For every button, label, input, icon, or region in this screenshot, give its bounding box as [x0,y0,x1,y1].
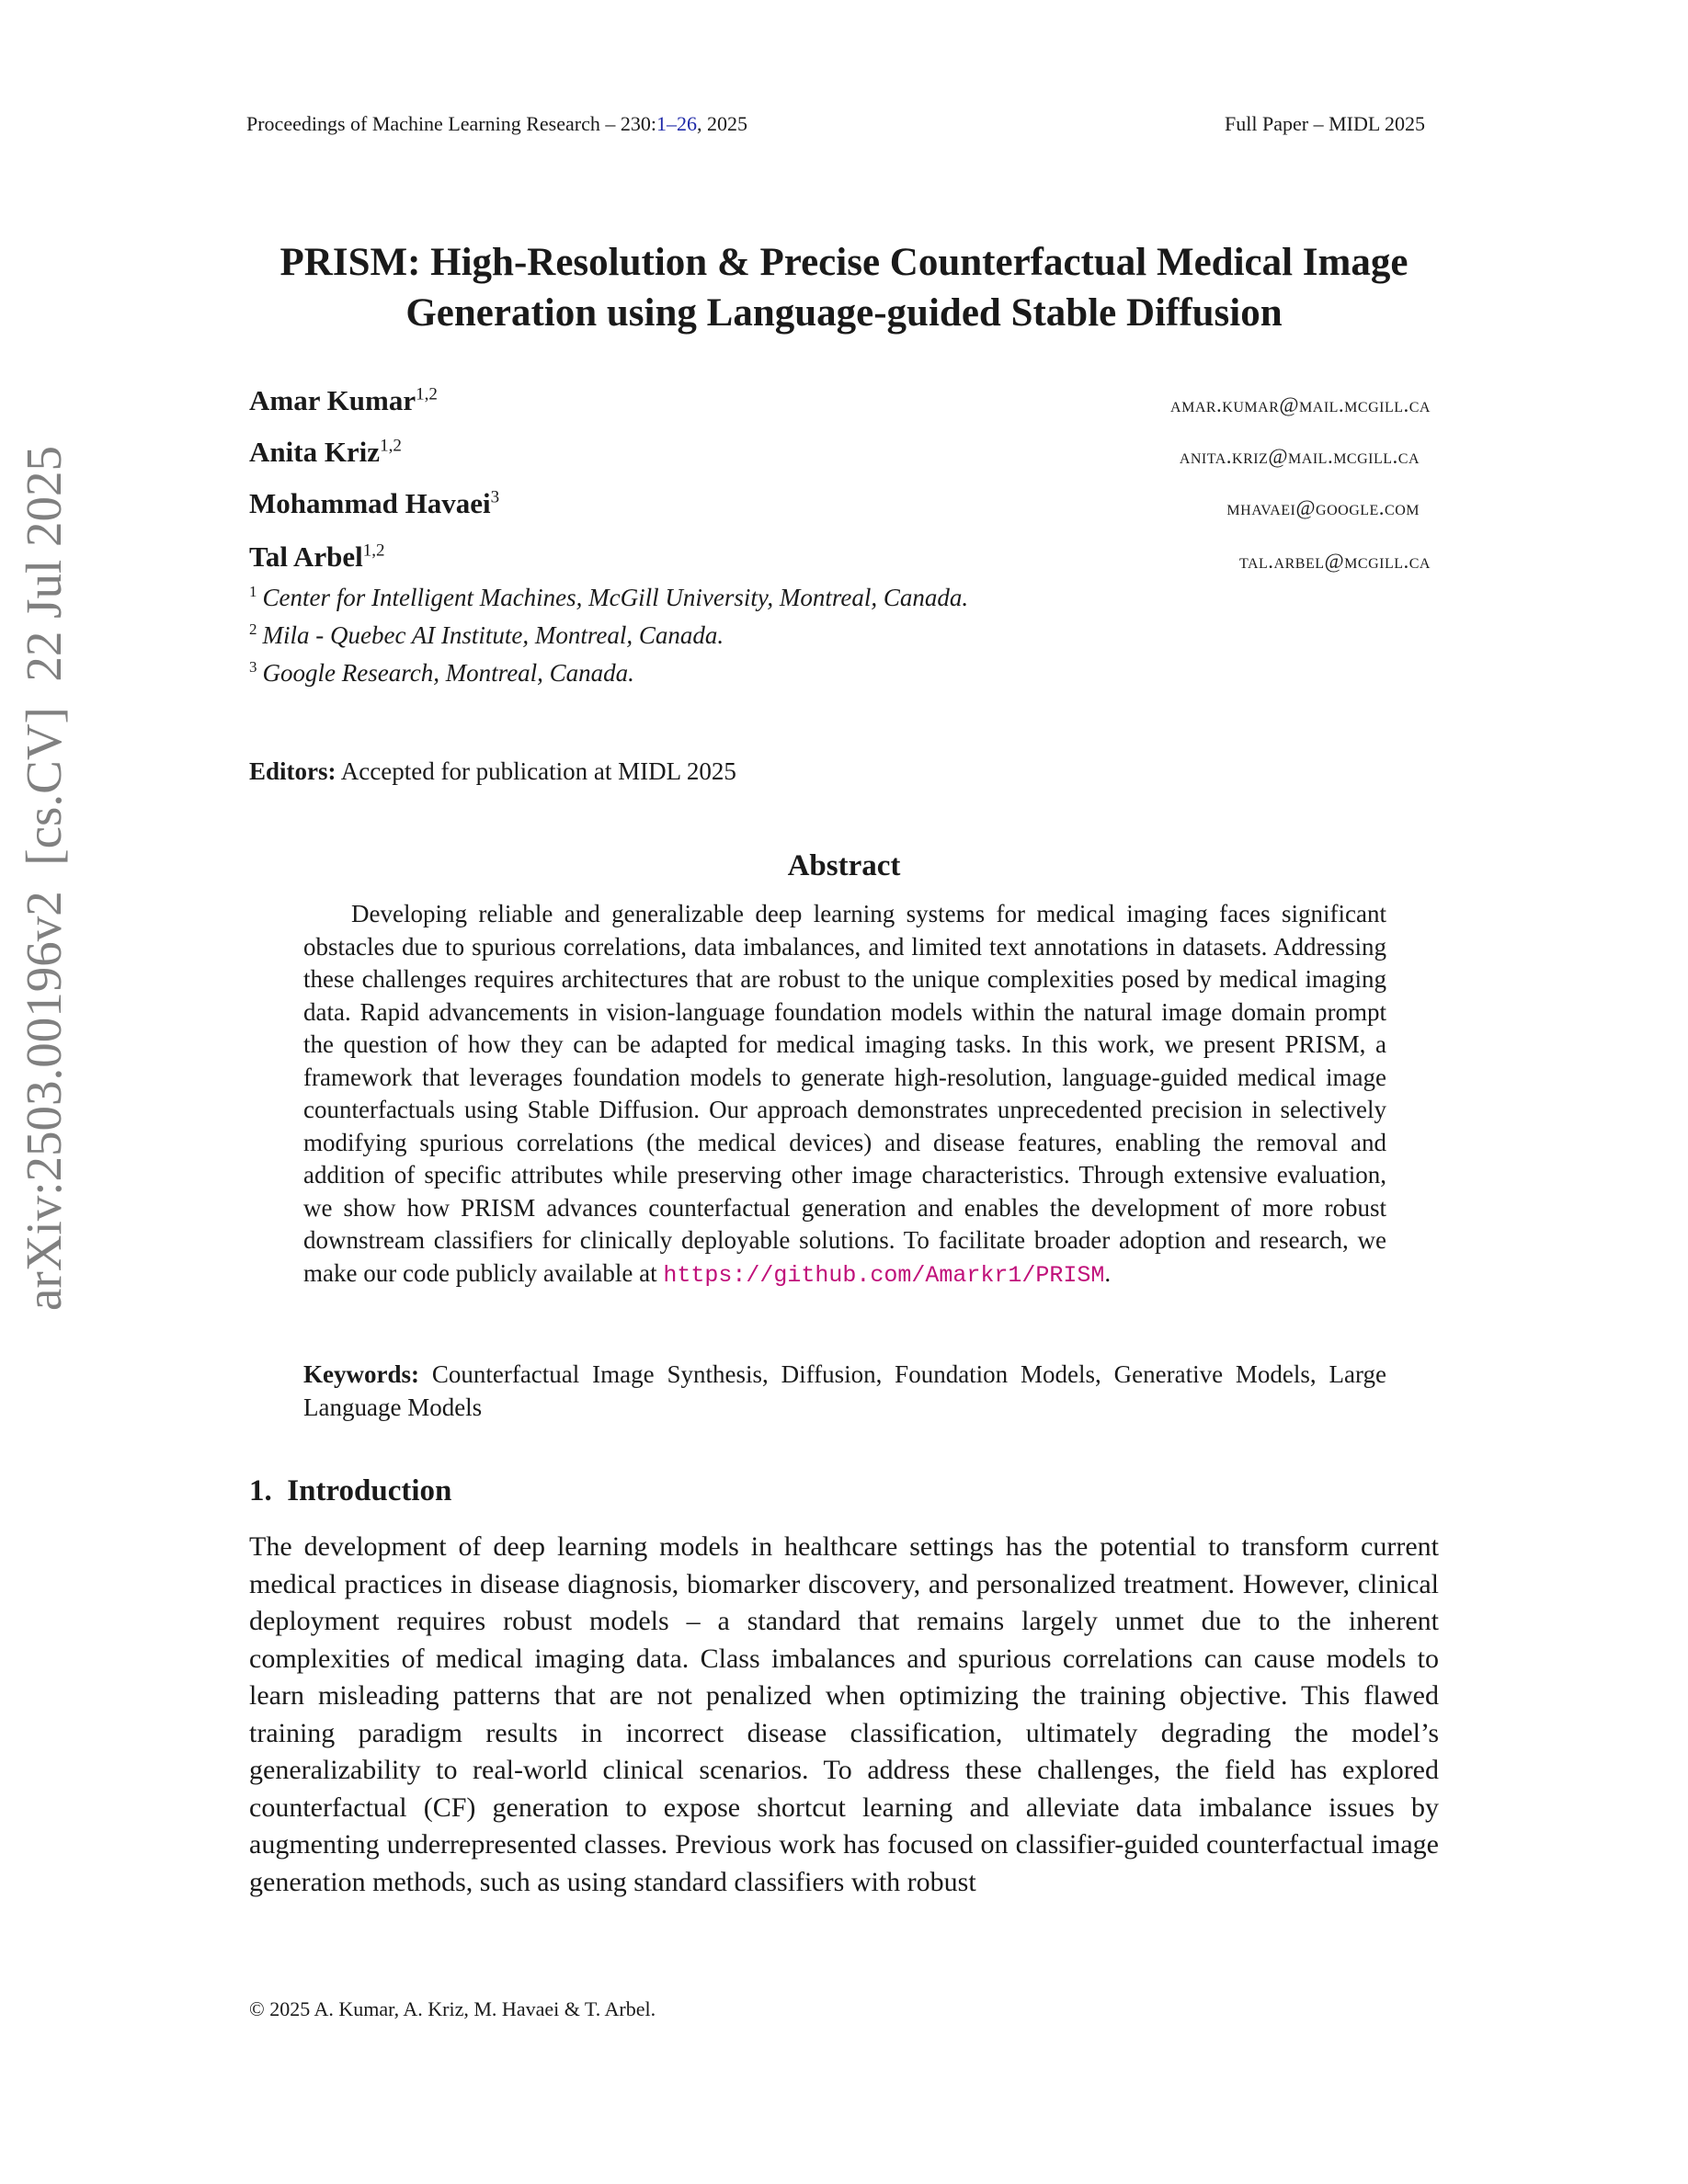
abstract-heading: Abstract [787,849,901,882]
arxiv-stamp: arXiv:2503.00196v2 [cs.CV] 22 Jul 2025 [16,445,72,1311]
keywords-label: Keywords: [303,1360,419,1388]
keywords [303,1359,1386,1424]
editors-label: Editors: [249,757,336,785]
abstract-text: Developing reliable and generalizable deep learning systems for medical imaging faces significant obstacles due to spurious correlations, data imbalances, and limited text annotations in datasets. Addressing these challenges requires architectures that are robust to the unique complexities posed by medical imaging data. Rapid advancements in vision-language foundation models within the natural image domain prompt the question of how they can be adapted for medical imaging tasks. In this work, we present PRISM, a framework that leverages foundation models to generate high-resolution, language-guided medical image counterfactuals using Stable Diffusion. Our approach demonstrates unprecedented precision in selectively modifying spurious correlations (the medical devices) and disease features, enabling the removal and addition of specific attributes while preserving other image characteristics. Through extensive evaluation, we show how PRISM advances counterfactual generation and enables the development of more robust downstream classifiers for clinically deployable solutions. To facilitate broader adoption and research, we make our code publicly available at [303,900,1386,1287]
header-proceedings: Proceedings of Machine Learning Research – 230: [246,112,656,135]
page-start-link[interactable]: 1 [656,112,667,135]
header-year: , 2025 [696,112,747,135]
introduction-body: The development of deep learning models in healthcare settings has the potential to transform current medical practices in disease diagnosis, biomarker discovery, and personalized treatment. However, clinical deployment requires robust models – a standard that remains largely unmet due to the inherent complexities of medical imaging data. Class imbalances and spurious correlations can cause models to learn misleading patterns that are not penalized when optimizing the training objective. This flawed training paradigm results in incorrect disease classification, ultimately degrading the model’s generalizability to real-world clinical scenarios. To address these challenges, the field has explored counterfactual (CF) generation to expose shortcut learning and alleviate data imbalance issues by augmenting underrepresented classes. Previous work has focused on classifier-guided counterfactual image generation methods, such as using standard classifiers with robust [249,1531,1439,1897]
paper-title: PRISM: High-Resolution & Precise Counterfactual Medical Image Generation using Language-guided Stable Diffusion [279,241,1409,335]
author-email[interactable]: tal.arbel@mcgill.ca [1238,550,1431,573]
author-email[interactable]: mhavaei@google.com [1226,496,1420,519]
abstract-body: Developing reliable and generalizable deep learning systems for medical imaging faces significant obstacles due to spurious correlations, data imbalances, and limited text annotations in datasets. Addressing these challenges requires architectures that are robust to the unique complexities posed by medical imaging data. Rapid advancements in vision-language foundation models within the natural image domain prompt the question of how they can be adapted for medical imaging tasks. In this work, we present PRISM, a framework that leverages foundation models to generate high-resolution, language-guided medical image counterfactuals using Stable Diffusion. Our approach demonstrates unprecedented precision in selectively modifying spurious correlations (the medical devices) and disease features, enabling the removal and addition of specific attributes while preserving other image characteristics. Through extensive evaluation, we show how PRISM advances counterfactual generation and enables the development of more robust downstream classifiers for clinically deployable solutions. To facilitate broader adoption and research, we make our code publicly available at https://github.com/Amarkr1/PRISM. [303,900,1386,1289]
affiliation: $^2$ Mila - Quebec AI Institute, Montreal, Canada. [249,620,724,649]
affiliation: $^1$ Center for Intelligent Machines, McGill University, Montreal, Canada. [249,583,969,611]
editors-line [249,757,736,786]
page-end-link[interactable]: 26 [676,112,697,135]
section-heading-introduction: 1. Introduction [249,1474,452,1507]
keywords-text: Counterfactual Image Synthesis, Diffusion, Foundation Models, Generative Models, Large Language Models [303,1360,1386,1421]
author-name: Tal Arbel$^{1,2}$ [249,540,385,573]
page-dash: – [666,112,677,135]
editors-text: Accepted for publication at MIDL 2025 [340,757,736,785]
author-name: Mohammad Havaei$^3$ [249,487,500,519]
code-url-link[interactable]: https://github.com/Amarkr1/PRISM [663,1261,1105,1289]
running-header-right: Full Paper – MIDL 2025 [1225,112,1425,135]
author-email[interactable]: amar.kumar@mail.mcgill.ca [1170,393,1431,416]
affiliation: $^3$ Google Research, Montreal, Canada. [249,658,634,687]
author-name: Anita Kriz$^{1,2}$ [249,436,402,468]
author-email[interactable]: anita.kriz@mail.mcgill.ca [1179,445,1420,468]
running-header-left [246,112,747,136]
author-name: Amar Kumar$^{1,2}$ [249,384,438,416]
copyright-footer: © 2025 A. Kumar, A. Kriz, M. Havaei & T. Arbel. [249,1997,656,2020]
